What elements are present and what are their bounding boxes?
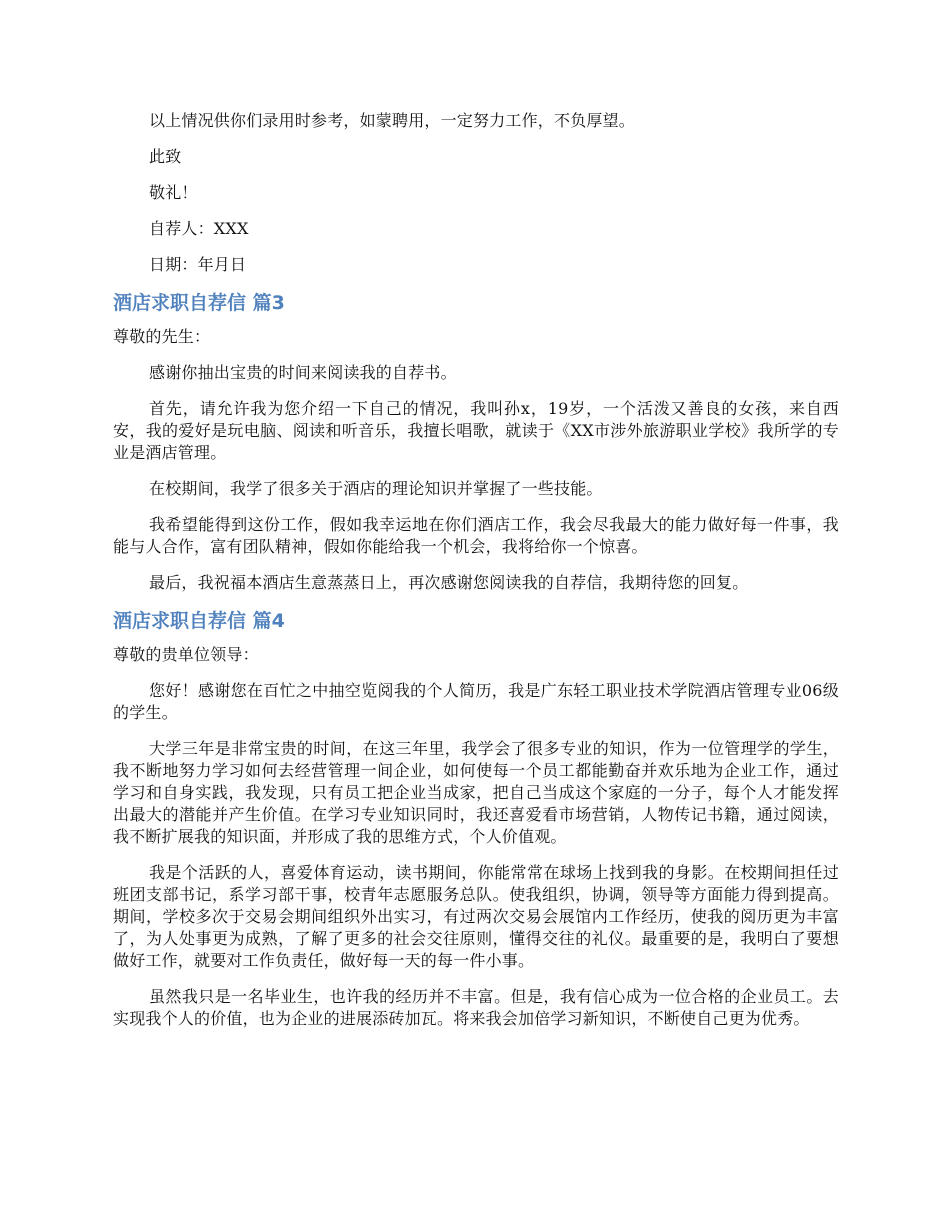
zhi-ci-line: 此致: [149, 147, 182, 166]
paragraph: 感谢你抽出宝贵的时间来阅读我的自荐书。: [149, 363, 457, 382]
paragraph: 首先，请允许我为您介绍一下自己的情况，我叫孙x，19岁，一个活泼又善良的女孩，来自西安，我的爱好是玩电脑、阅读和听音乐，我擅长唱歌，就读于《XX市涉外旅游职业学校》我所学的专业是酒店管理。: [113, 399, 839, 462]
closing-paragraph: 以上情况供你们录用时参考，如蒙聘用，一定努力工作，不负厚望。: [149, 111, 636, 130]
salutation-4: 尊敬的贵单位领导：: [113, 645, 259, 664]
paragraph: 在校期间，我学了很多关于酒店的理论知识并掌握了一些技能。: [149, 479, 603, 498]
paragraph: 我希望能得到这份工作，假如我幸运地在你们酒店工作，我会尽我最大的能力做好每一件事，我能与人合作，富有团队精神，假如你能给我一个机会，我将给你一个惊喜。: [113, 515, 839, 556]
paragraph: 大学三年是非常宝贵的时间，在这三年里，我学会了很多专业的知识，作为一位管理学的学生，我不断地努力学习如何去经营管理一间企业，如何使每一个员工都能勤奋并欢乐地为企业工作，通过学习和自身实践，我发现，只有员工把企业当成家，把自己当成这个家庭的一分子，每个人才能发挥出最大的潜能并产生价值。在学习专业知识同时，我还喜爱看市场营销，人物传记书籍，通过阅读，我不断扩展我的知识面，并形成了我的思维方式，个人价值观。: [113, 739, 839, 846]
paragraph: 最后，我祝福本酒店生意蒸蒸日上，再次感谢您阅读我的自荐信，我期待您的回复。: [149, 573, 749, 592]
paragraph: 虽然我只是一名毕业生，也许我的经历并不丰富。但是，我有信心成为一位合格的企业员工。去实现我个人的价值，也为企业的进展添砖加瓦。将来我会加倍学习新知识，不断使自己更为优秀。: [113, 987, 839, 1028]
document-page: [113, 110, 839, 1044]
paragraph: 您好！感谢您在百忙之中抽空览阅我的个人简历，我是广东轻工职业技术学院酒店管理专业06级的学生。: [113, 681, 839, 722]
paragraph: 我是个活跃的人，喜爱体育运动，读书期间，你能常常在球场上找到我的身影。在校期间担任过班团支部书记，系学习部干事，校青年志愿服务总队。使我组织，协调，领导等方面能力得到提高。期间，学校多次于交易会期间组织外出实习，有过两次交易会展馆内工作经历，使我的阅历更为丰富了，为人处事更为成熟，了解了更多的社会交往原则，懂得交往的礼仪。最重要的是，我明白了要想做好工作，就要对工作负责任，做好每一天的每一件小事。: [113, 863, 839, 970]
date-line: 日期：年月日: [149, 255, 247, 274]
signer-line: 自荐人：XXX: [149, 219, 249, 238]
jing-li-line: 敬礼！: [149, 183, 198, 202]
section-heading-4: 酒店求职自荐信 篇4: [113, 610, 285, 632]
section-heading-3: 酒店求职自荐信 篇3: [113, 292, 285, 314]
salutation-3: 尊敬的先生：: [113, 327, 211, 346]
